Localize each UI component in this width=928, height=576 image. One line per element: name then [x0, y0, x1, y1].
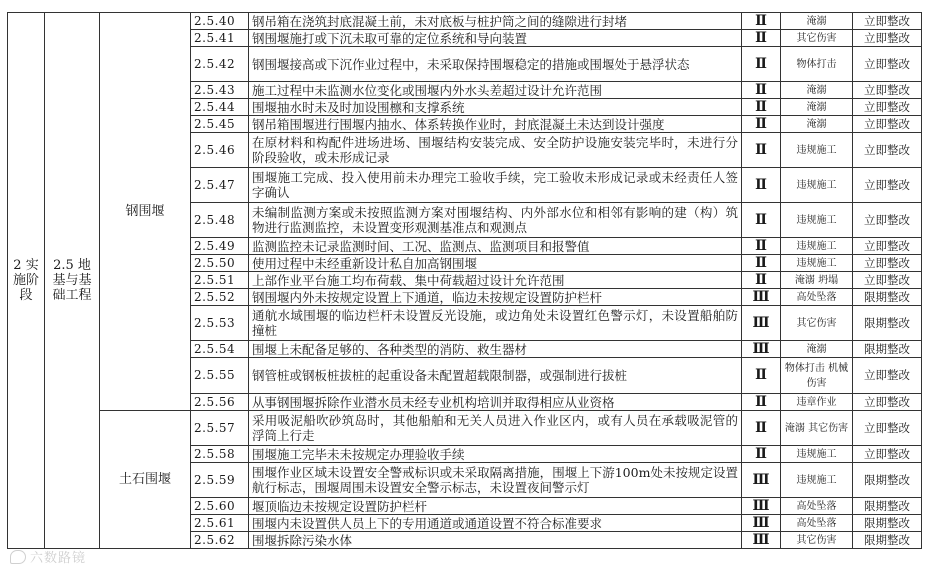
hazard-level: Ⅱ [742, 203, 781, 238]
hazard-description: 上部作业平台施工均布荷载、集中荷载超过设计允许范围 [249, 272, 742, 289]
hazard-level: Ⅲ [742, 306, 781, 341]
rectification-action: 限期整改 [853, 463, 922, 498]
accident-type: 违规施工 [781, 255, 853, 272]
accident-type: 高处坠落 [781, 289, 853, 306]
item-code: 2.5.48 [191, 203, 249, 238]
accident-type: 其它伤害 [781, 532, 853, 549]
item-code: 2.5.45 [191, 116, 249, 133]
group-steel-cofferdam: 钢围堰 [100, 13, 191, 411]
rectification-action: 限期整改 [853, 532, 922, 549]
item-code: 2.5.47 [191, 168, 249, 203]
hazard-level: Ⅱ [742, 238, 781, 255]
hazard-level: Ⅲ [742, 515, 781, 532]
hazard-description: 钢管桩或钢板桩拔桩的起重设备未配置超载限制器，或强制进行拔桩 [249, 358, 742, 394]
rectification-action: 立即整改 [853, 446, 922, 463]
accident-type: 淹溺 其它伤害 [781, 411, 853, 446]
hazard-level: Ⅲ [742, 498, 781, 515]
hazard-level: Ⅲ [742, 532, 781, 549]
accident-type: 淹溺 [781, 13, 853, 30]
hazard-description: 钢围堰内外未按规定设置上下通道，临边未按规定设置防护栏杆 [249, 289, 742, 306]
rectification-action: 立即整改 [853, 255, 922, 272]
hazard-description: 围堰抽水时未及时加设围檩和支撑系统 [249, 99, 742, 116]
hazard-description: 监测监控未记录监测时间、工况、监测点、监测项目和报警值 [249, 238, 742, 255]
item-code: 2.5.50 [191, 255, 249, 272]
accident-type: 违规施工 [781, 203, 853, 238]
rectification-action: 立即整改 [853, 168, 922, 203]
rectification-action: 限期整改 [853, 341, 922, 358]
hazard-description: 钢吊箱围堰进行围堰内抽水、体系转换作业时，封底混凝土未达到设计强度 [249, 116, 742, 133]
group-earth-rock-cofferdam: 土石围堰 [100, 411, 191, 549]
hazard-level: Ⅱ [742, 168, 781, 203]
hazard-description: 堰顶临边未按规定设置防护栏杆 [249, 498, 742, 515]
accident-type: 违规施工 [781, 446, 853, 463]
rectification-action: 限期整改 [853, 515, 922, 532]
item-code: 2.5.49 [191, 238, 249, 255]
hazard-description: 围堰上未配备足够的、各种类型的消防、救生器材 [249, 341, 742, 358]
hazard-description: 通航水域围堰的临边栏杆未设置反光设施，或边角处未设置红色警示灯，未设置船舶防撞桩 [249, 306, 742, 341]
item-code: 2.5.61 [191, 515, 249, 532]
hazard-level: Ⅱ [742, 99, 781, 116]
hazard-description: 未编制监测方案或未按照监测方案对围堰结构、内外部水位和相邻有影响的建（构）筑物进行监测监控，未设置变形观测基准点和观测点 [249, 203, 742, 238]
hazard-description: 在原材料和构配件进场进场、围堰结构安装完成、安全防护设施安装完毕时，未进行分阶段验收，或未形成记录 [249, 133, 742, 168]
item-code: 2.5.46 [191, 133, 249, 168]
hazard-level: Ⅱ [742, 255, 781, 272]
hazard-level: Ⅱ [742, 272, 781, 289]
item-code: 2.5.40 [191, 13, 249, 30]
accident-type: 高处坠落 [781, 515, 853, 532]
hazard-description: 钢围堰施打或下沉未取可靠的定位系统和导向装置 [249, 30, 742, 47]
hazard-level: Ⅱ [742, 47, 781, 82]
rectification-action: 立即整改 [853, 82, 922, 99]
hazard-description: 围堰拆除污染水体 [249, 532, 742, 549]
rectification-action: 立即整改 [853, 13, 922, 30]
item-code: 2.5.59 [191, 463, 249, 498]
item-code: 2.5.51 [191, 272, 249, 289]
hazard-level: Ⅱ [742, 13, 781, 30]
hazard-description: 围堰施工完毕未未按规定办理验收手续 [249, 446, 742, 463]
hazard-level: Ⅱ [742, 30, 781, 47]
accident-type: 其它伤害 [781, 306, 853, 341]
hazard-level: Ⅲ [742, 289, 781, 306]
accident-type: 淹溺 坍塌 [781, 272, 853, 289]
hazard-description: 钢围堰接高或下沉作业过程中，未采取保持围堰稳定的措施或围堰处于悬浮状态 [249, 47, 742, 82]
accident-type: 违规施工 [781, 238, 853, 255]
table-row [8, 411, 922, 446]
accident-type: 淹溺 [781, 82, 853, 99]
hazard-description: 从事钢围堰拆除作业潜水员未经专业机构培训并取得相应从业资格 [249, 394, 742, 411]
rectification-action: 立即整改 [853, 133, 922, 168]
item-code: 2.5.57 [191, 411, 249, 446]
rectification-action: 立即整改 [853, 238, 922, 255]
hazard-level: Ⅱ [742, 82, 781, 99]
item-code: 2.5.43 [191, 82, 249, 99]
item-code: 2.5.44 [191, 99, 249, 116]
rectification-action: 限期整改 [853, 289, 922, 306]
accident-type: 物体打击 [781, 47, 853, 82]
hazard-level: Ⅱ [742, 394, 781, 411]
hazard-level: Ⅲ [742, 463, 781, 498]
item-code: 2.5.60 [191, 498, 249, 515]
hazard-level: Ⅱ [742, 446, 781, 463]
chat-bubble-icon [10, 550, 26, 564]
rectification-action: 立即整改 [853, 99, 922, 116]
rectification-action: 立即整改 [853, 411, 922, 446]
hazard-level: Ⅲ [742, 341, 781, 358]
accident-type: 淹溺 [781, 341, 853, 358]
item-code: 2.5.42 [191, 47, 249, 82]
item-code: 2.5.54 [191, 341, 249, 358]
accident-type: 违章作业 [781, 394, 853, 411]
hazard-description: 钢吊箱在浇筑封底混凝土前，未对底板与桩护筒之间的缝隙进行封堵 [249, 13, 742, 30]
hazard-description: 采用吸泥船吹砂筑岛时，其他船舶和无关人员进入作业区内，或有人员在承载吸泥管的浮筒上行走 [249, 411, 742, 446]
hazard-description: 围堰内未设置供人员上下的专用通道或通道设置不符合标准要求 [249, 515, 742, 532]
watermark-text: 六数路镜 [30, 551, 87, 566]
item-code: 2.5.58 [191, 446, 249, 463]
rectification-action: 立即整改 [853, 47, 922, 82]
accident-type: 淹溺 [781, 99, 853, 116]
hazard-description: 围堰施工完成、投入使用前未办理完工验收手续，完工验收未形成记录或未经责任人签字确认 [249, 168, 742, 203]
accident-type: 违规施工 [781, 463, 853, 498]
rectification-action: 立即整改 [853, 272, 922, 289]
item-code: 2.5.62 [191, 532, 249, 549]
rectification-action: 限期整改 [853, 498, 922, 515]
rectification-action: 立即整改 [853, 203, 922, 238]
accident-type: 物体打击 机械伤害 [781, 358, 853, 394]
hazard-description: 施工过程中未监测水位变化或围堰内外水头差超过设计允许范围 [249, 82, 742, 99]
item-code: 2.5.56 [191, 394, 249, 411]
hazard-level: Ⅱ [742, 411, 781, 446]
hazard-description: 使用过程中未经重新设计私自加高钢围堰 [249, 255, 742, 272]
item-code: 2.5.41 [191, 30, 249, 47]
hazard-table [7, 12, 922, 549]
hazard-level: Ⅱ [742, 116, 781, 133]
hazard-description: 围堰作业区域未设置安全警戒标识或未采取隔离措施，围堰上下游100m处未按规定设置航行标志，围堰周围未设置安全警示标志，未设置夜间警示灯 [249, 463, 742, 498]
rectification-action: 立即整改 [853, 116, 922, 133]
item-code: 2.5.55 [191, 358, 249, 394]
section-cell: 2.5 地基与基础工程 [45, 13, 100, 549]
rectification-action: 立即整改 [853, 30, 922, 47]
rectification-action: 限期整改 [853, 306, 922, 341]
item-code: 2.5.52 [191, 289, 249, 306]
accident-type: 违规施工 [781, 133, 853, 168]
hazard-table-body [8, 13, 922, 549]
accident-type: 其它伤害 [781, 30, 853, 47]
rectification-action: 立即整改 [853, 394, 922, 411]
accident-type: 高处坠落 [781, 498, 853, 515]
rectification-action: 立即整改 [853, 358, 922, 394]
item-code: 2.5.53 [191, 306, 249, 341]
accident-type: 违规施工 [781, 168, 853, 203]
table-row [8, 13, 922, 30]
watermark [10, 547, 86, 566]
stage-cell: 2 实施阶段 [8, 13, 45, 549]
hazard-level: Ⅱ [742, 133, 781, 168]
accident-type: 淹溺 [781, 116, 853, 133]
hazard-level: Ⅱ [742, 358, 781, 394]
